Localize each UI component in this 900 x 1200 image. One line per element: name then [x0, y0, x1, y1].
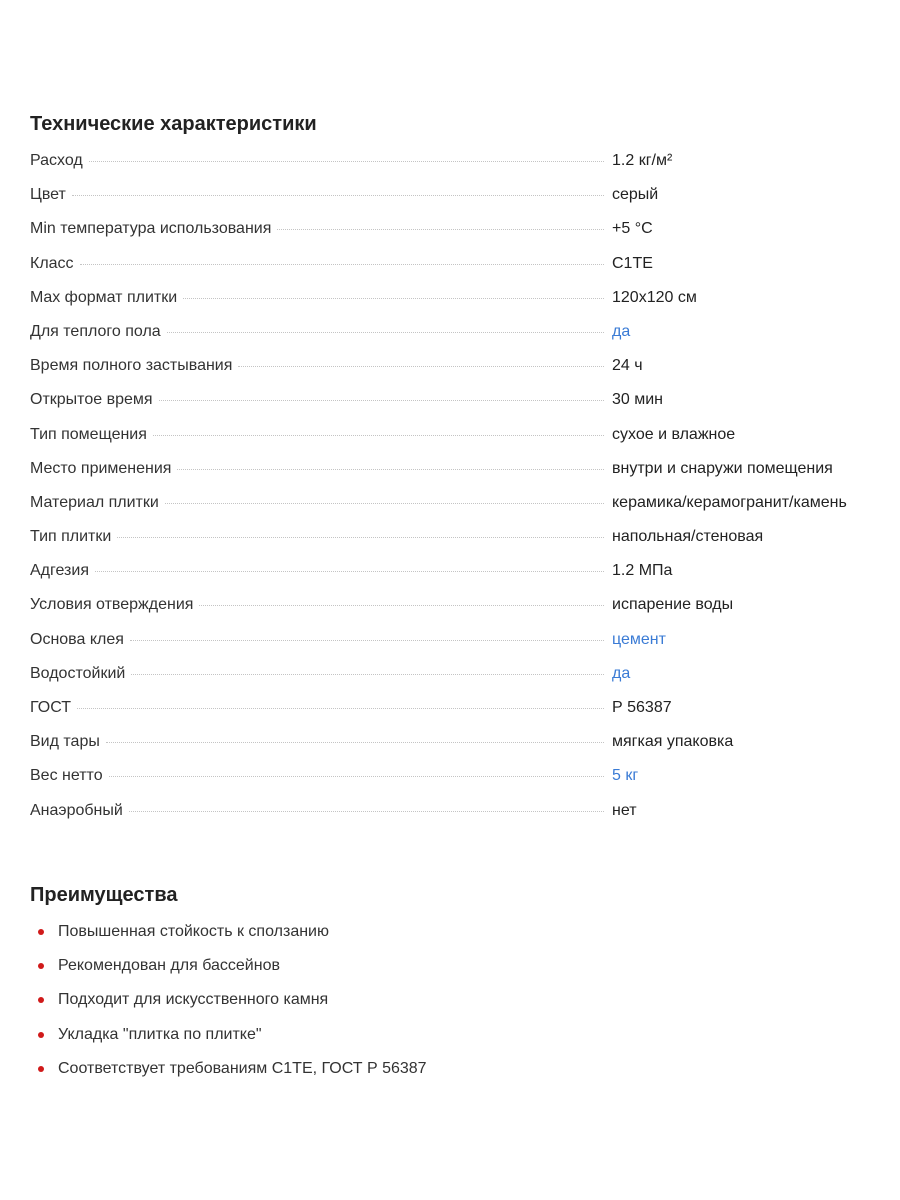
spec-value-link[interactable]: да: [612, 322, 631, 340]
spec-value: испарение воды: [612, 596, 734, 614]
spec-name: Max формат плитки: [30, 281, 604, 315]
leader-dots: [159, 399, 604, 401]
leader-dots: [80, 263, 604, 265]
advantages-list: [30, 915, 427, 1086]
spec-row: [30, 486, 890, 520]
bullet-icon: [38, 997, 44, 1003]
spec-name: Время полного застывания: [30, 349, 604, 383]
spec-name: ГОСТ: [30, 691, 604, 725]
bullet-icon: [38, 929, 44, 935]
leader-dots: [131, 673, 604, 675]
spec-value: Р 56387: [612, 699, 672, 716]
spec-name: Основа клея: [30, 623, 604, 657]
bullet-icon: [38, 1066, 44, 1072]
spec-name: Вид тары: [30, 725, 604, 759]
spec-name: Материал плитки: [30, 486, 604, 520]
spec-row: [30, 212, 890, 246]
advantage-text: Укладка "плитка по плитке": [58, 1025, 262, 1043]
leader-dots: [153, 434, 604, 436]
spec-value: 30 мин: [612, 391, 664, 409]
spec-value: внутри и снаружи помещения: [612, 459, 833, 477]
spec-value: керамика/керамогранит/камень: [612, 493, 847, 511]
spec-value: 1.2 кг/м²: [612, 152, 673, 169]
spec-row: [30, 657, 890, 691]
spec-value: серый: [612, 186, 659, 204]
leader-dots: [129, 810, 604, 812]
spec-name: Min температура использования: [30, 212, 604, 246]
advantage-text: Соответствует требованиям C1TE, ГОСТ Р 56387: [58, 1059, 427, 1077]
spec-row: [30, 349, 890, 383]
spec-name: Класс: [30, 247, 604, 281]
spec-value: C1TE: [612, 254, 653, 272]
spec-name: Место применения: [30, 452, 604, 486]
spec-row: [30, 178, 890, 212]
spec-name: Открытое время: [30, 383, 604, 417]
spec-row: [30, 588, 890, 622]
leader-dots: [177, 468, 604, 470]
spec-row: [30, 794, 890, 828]
spec-value: напольная/стеновая: [612, 528, 764, 546]
spec-value: +5 °C: [612, 220, 653, 238]
spec-name: Адгезия: [30, 554, 604, 588]
spec-row: [30, 144, 890, 178]
leader-dots: [167, 331, 604, 333]
spec-name: Для теплого пола: [30, 315, 604, 349]
leader-dots: [95, 570, 604, 572]
spec-value: 1.2 МПа: [612, 562, 673, 580]
leader-dots: [238, 365, 604, 367]
leader-dots: [165, 502, 604, 504]
leader-dots: [106, 741, 604, 743]
advantages-section-title: Преимущества: [30, 884, 178, 906]
spec-row: [30, 554, 890, 588]
leader-dots: [130, 639, 604, 641]
spec-name: Вес нетто: [30, 759, 604, 793]
advantage-text: Подходит для искусственного камня: [58, 991, 329, 1009]
spec-row: [30, 691, 890, 725]
spec-name: Условия отверждения: [30, 588, 604, 622]
spec-value: нет: [612, 801, 637, 819]
spec-row: [30, 520, 890, 554]
bullet-icon: [38, 1032, 44, 1038]
spec-value-link[interactable]: 5 кг: [612, 767, 639, 785]
spec-row: [30, 759, 890, 793]
leader-dots: [277, 228, 604, 230]
spec-name: Цвет: [30, 178, 604, 212]
spec-row: [30, 418, 890, 452]
specs-list: [30, 144, 890, 828]
advantage-item: [30, 949, 427, 983]
spec-value: сухое и влажное: [612, 425, 736, 443]
leader-dots: [183, 297, 604, 299]
leader-dots: [117, 536, 604, 538]
leader-dots: [72, 194, 604, 196]
spec-row: [30, 247, 890, 281]
advantage-item: [30, 1052, 427, 1086]
spec-row: [30, 725, 890, 759]
spec-value-link[interactable]: цемент: [612, 630, 666, 648]
spec-name: Расход: [30, 144, 604, 178]
spec-row: [30, 383, 890, 417]
advantage-item: [30, 915, 427, 949]
spec-value: 120x120 см: [612, 288, 697, 306]
spec-row: [30, 623, 890, 657]
leader-dots: [199, 604, 604, 606]
spec-row: [30, 281, 890, 315]
leader-dots: [109, 775, 604, 777]
spec-name: Водостойкий: [30, 657, 604, 691]
spec-name: Тип плитки: [30, 520, 604, 554]
spec-name: Анаэробный: [30, 794, 604, 828]
advantage-item: [30, 983, 427, 1017]
advantage-text: Рекомендован для бассейнов: [58, 957, 280, 975]
spec-value-link[interactable]: да: [612, 664, 631, 682]
advantage-item: [30, 1018, 427, 1052]
advantage-text: Повышенная стойкость к сползанию: [58, 923, 329, 941]
spec-name: Тип помещения: [30, 418, 604, 452]
spec-value: 24 ч: [612, 357, 643, 375]
leader-dots: [89, 160, 604, 162]
spec-value: мягкая упаковка: [612, 733, 734, 751]
spec-row: [30, 315, 890, 349]
bullet-icon: [38, 963, 44, 969]
leader-dots: [77, 707, 604, 709]
spec-row: [30, 452, 890, 486]
specs-section-title: Технические характеристики: [30, 113, 317, 135]
